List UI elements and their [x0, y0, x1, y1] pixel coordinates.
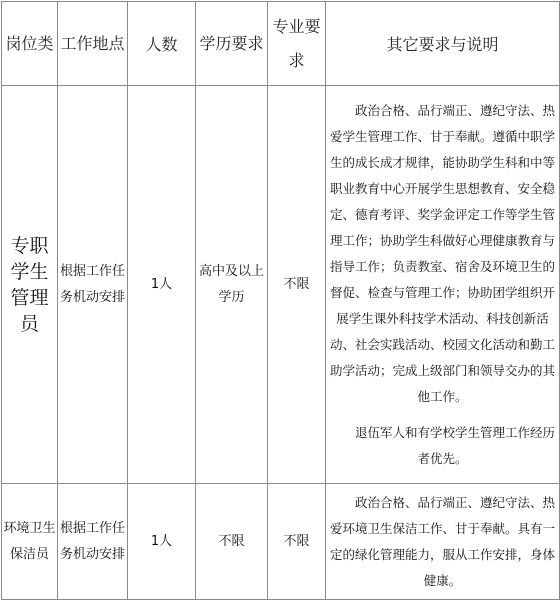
header-work-location: 工作地点: [58, 2, 128, 86]
other-requirements: [326, 484, 560, 600]
header-headcount: 人数: [128, 2, 196, 86]
major-requirement: 不限: [268, 484, 326, 600]
header-other-requirements: 其它要求与说明: [326, 2, 560, 86]
major-requirement: 不限: [268, 86, 326, 484]
education-requirement: 高中及以上学历: [196, 86, 268, 484]
header-education: 学历要求: [196, 2, 268, 86]
education-requirement: 不限: [196, 484, 268, 600]
other-requirements: [326, 86, 560, 484]
work-location: 根据工作任务机动安排: [58, 484, 128, 600]
preference-paragraph: 退伍军人和有学校学生管理工作经历者优先。: [354, 424, 555, 466]
headcount: 1人: [128, 484, 196, 600]
headcount: 1人: [128, 86, 196, 484]
header-row: [2, 2, 560, 86]
table-row: [2, 86, 560, 484]
duties-paragraph: 政治合格、品行端正、遵纪守法、热爱学生管理工作、甘于奉献。遵循中职学生的成长成才规律，能协助学生科和中等职业教育中心开展学生思想教育、安全稳定、德育考评、奖学金评定工作等学生管理工作；协助学生科做好心理健康教育与指导工作；负责教室、宿舍及环境卫生的督促、检查与管理工作；协助团学组织开展学生课外科技学术活动、科技创新活动、社会实践活动、校园文化活动和勤工助学活动；完成上级部门和领导交办的其他工作。: [329, 102, 555, 404]
position-name: 专职学生管理员: [2, 86, 58, 484]
header-major: 专业要求: [268, 2, 326, 86]
header-position-type: 岗位类: [2, 2, 58, 86]
position-name: 环境卫生保洁员: [2, 484, 58, 600]
work-location: 根据工作任务机动安排: [58, 86, 128, 484]
recruitment-table: [1, 1, 560, 600]
table-row: [2, 484, 560, 600]
duties-paragraph: 政治合格、品行端正、遵纪守法、热爱环境卫生保洁工作、甘于奉献。具有一定的绿化管理能力，服从工作安排，身体健康。: [329, 494, 555, 588]
